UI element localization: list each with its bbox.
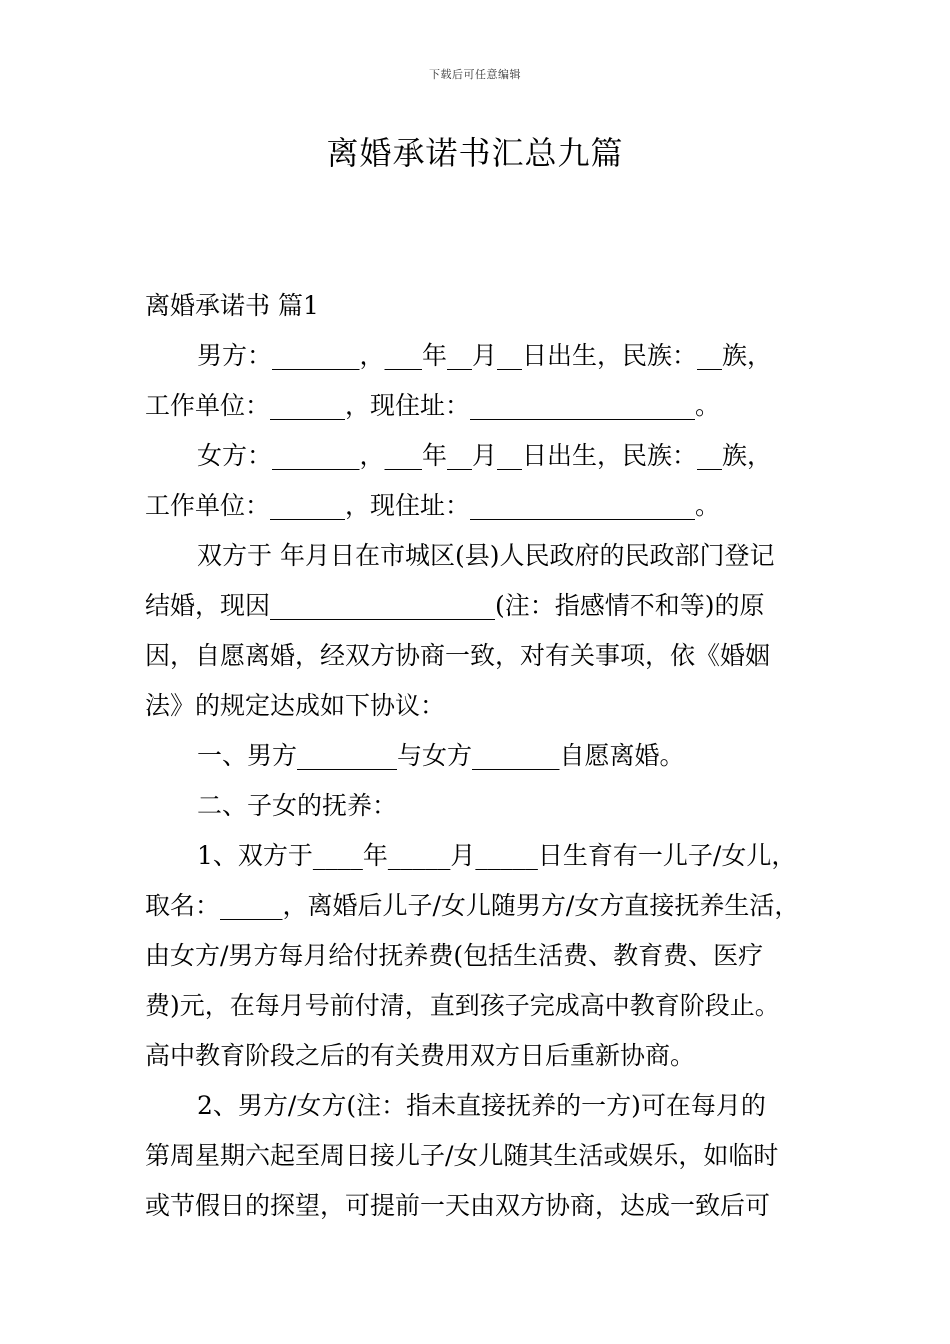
paragraph-line: 第周星期六起至周日接儿子/女儿随其生活或娱乐，如临时 [145, 1141, 779, 1170]
paragraph-line: 由女方/男方每月给付抚养费(包括生活费、教育费、医疗 [145, 941, 764, 970]
paragraph-line: 男方：_______，___年__月__日出生，民族：__族， [197, 341, 773, 370]
paragraph-line: 二、子女的抚养： [197, 791, 398, 820]
paragraph-line: 女方：_______，___年__月__日出生，民族：__族， [197, 441, 773, 470]
paragraph-line: 取名：_____，离婚后儿子/女儿随男方/女方直接抚养生活， [145, 891, 800, 920]
paragraph-line: 或节假日的探望，可提前一天由双方协商，达成一致后可 [145, 1191, 771, 1220]
paragraph-line: 结婚，现因__________________(注：指感情不和等)的原 [145, 591, 765, 620]
paragraph-line: 工作单位：______，现住址：__________________。 [145, 391, 721, 420]
header-note: 下载后可任意编辑 [429, 68, 521, 81]
paragraph-line: 因，自愿离婚，经双方协商一致，对有关事项，依《婚姻 [145, 641, 771, 670]
paragraph-line: 费)元，在每月号前付清，直到孩子完成高中教育阶段止。 [145, 991, 780, 1020]
paragraph-line: 工作单位：______，现住址：__________________。 [145, 491, 721, 520]
paragraph-line: 2、男方/女方(注：指未直接抚养的一方)可在每月的 [197, 1091, 766, 1120]
paragraph-line: 高中教育阶段之后的有关费用双方日后重新协商。 [145, 1041, 696, 1070]
section-heading: 离婚承诺书 篇1 [145, 291, 319, 320]
document-title: 离婚承诺书汇总九篇 [326, 134, 624, 172]
paragraph-line: 双方于 年月日在市城区(县)人民政府的民政部门登记 [197, 541, 775, 570]
paragraph-line: 法》的规定达成如下协议： [145, 691, 446, 720]
paragraph-line: 1、双方于____年_____月_____日生育有一儿子/女儿， [197, 841, 797, 870]
document-body [145, 281, 813, 1231]
paragraph-line: 一、男方________与女方_______自愿离婚。 [197, 741, 685, 770]
